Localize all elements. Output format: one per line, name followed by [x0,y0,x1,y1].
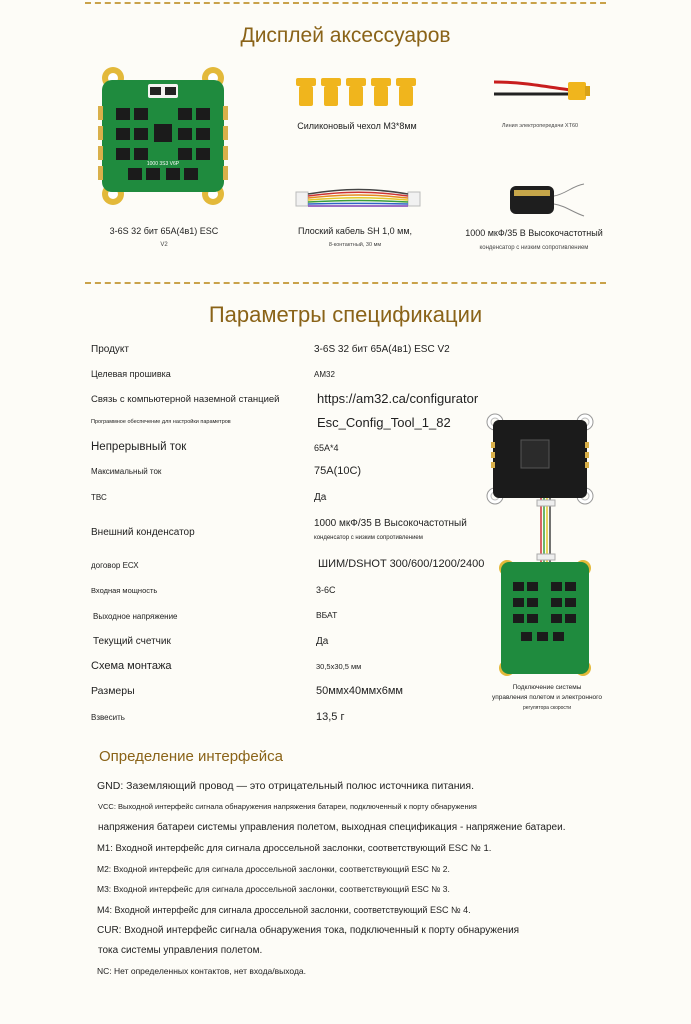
spec-key: Целевая прошивка [91,369,171,379]
stack-caption-line: Подключение системы [512,684,582,691]
spec-key: Входная мощность [91,586,158,595]
ribbon-sublabel: 8-контактный, 30 мм [328,242,382,248]
top-divider [85,2,606,4]
interface-line: VCC: Выходной интерфейс сигнала обнаружения напряжения батареи, подключенный к порту обнаружения [98,802,477,811]
spec-value: https://am32.ca/configurator [317,391,479,406]
spec-value: AM32 [314,370,335,379]
interface-line: CUR: Входной интерфейс сигнала обнаружения тока, подключенный к порту обнаружения [97,925,520,936]
interface-line: NC: Нет определенных контактов, нет входа/выхода. [97,966,306,976]
spec-value: Esc_Config_Tool_1_82 [317,415,451,430]
spec-key: Размеры [91,685,135,697]
capacitor-sublabel: конденсатор с низким сопротивлением [479,245,589,251]
spec-value: 75А(10С) [314,465,362,477]
stack-caption-line: управления полетом и электронного [491,694,602,701]
stack-image [485,412,605,684]
ribbon-label: Плоский кабель SH 1,0 мм, [297,226,413,236]
spec-value: Да [314,492,327,503]
capacitor-image [506,182,586,218]
stack-caption-line: регулятора скорости [522,705,572,711]
spec-key: Программное обеспечение для настройки параметров [91,419,231,425]
middle-divider [85,282,606,284]
spec-value: ШИМ/DSHOT 300/600/1200/2400 [318,558,485,570]
spec-value: 13,5 г [316,711,345,723]
spec-value: 1000 мкФ/35 В Высокочастотный [314,518,467,529]
spec-value: 3-6S 32 бит 65А(4в1) ESC V2 [314,344,450,355]
spec-value: 65А*4 [314,443,339,453]
spec-key: ТВС [91,493,107,502]
esc-board-image [98,66,228,206]
spec-value: ВБАТ [316,610,338,620]
interface-line: M4: Входной интерфейс для сигнала дроссельной заслонки, соответствующий ESC № 4. [97,905,471,915]
spec-key: Связь с компьютерной наземной станцией [91,394,280,405]
spec-key: Схема монтажа [91,660,172,672]
spec-value: Да [316,636,329,647]
interface-line: тока системы управления полетом. [98,945,263,956]
esc-sublabel: V2 [160,242,168,248]
interface-line: GND: Заземляющий провод — это отрицательный полюс источника питания. [97,780,475,792]
interface-title: Определение интерфейса [99,748,283,765]
sleeve-label: Силиконовый чехол М3*8мм [297,121,417,131]
xt60-label: Линия электропередачи XT60 [501,123,579,129]
capacitor-label: 1000 мкФ/35 В Высокочастотный [465,228,603,238]
silicone-sleeve-image [296,78,416,110]
accessories-title: Дисплей аксессуаров [240,24,451,47]
spec-value: 30,5х30,5 мм [316,662,362,671]
spec-key: Продукт [91,344,129,355]
interface-line: M3: Входной интерфейс для сигнала дроссельной заслонки, соответствующий ESC № 3. [97,884,450,894]
xt60-cable-image [492,72,592,106]
interface-line: M2: Входной интерфейс для сигнала дроссельной заслонки, соответствующий ESC № 2. [97,864,450,874]
spec-key: Выходное напряжение [93,612,178,621]
spec-key: Текущий счетчик [93,636,171,647]
interface-line: M1: Входной интерфейс для сигнала дроссельной заслонки, соответствующий ESC № 1. [97,843,492,854]
ribbon-cable-image [296,186,420,212]
spec-key: Непрерывный ток [91,441,187,453]
spec-key: Максимальный ток [91,467,162,476]
esc-label: 3-6S 32 бит 65А(4в1) ESC [109,226,219,236]
spec-key: Взвесить [91,713,125,722]
interface-line: напряжения батареи системы управления полетом, выходная спецификация - напряжение батареи. [98,822,566,833]
spec-key: договор ЕСХ [91,561,139,570]
spec-value: 3-6С [316,585,336,595]
spec-value-sub: конденсатор с низким сопротивлением [314,535,423,541]
board-label: 1000 3S3 V6P [146,161,180,167]
spec-value: 50ммх40ммх6мм [316,685,403,697]
spec-key: Внешний конденсатор [91,527,195,538]
specs-title: Параметры спецификации [208,302,483,327]
